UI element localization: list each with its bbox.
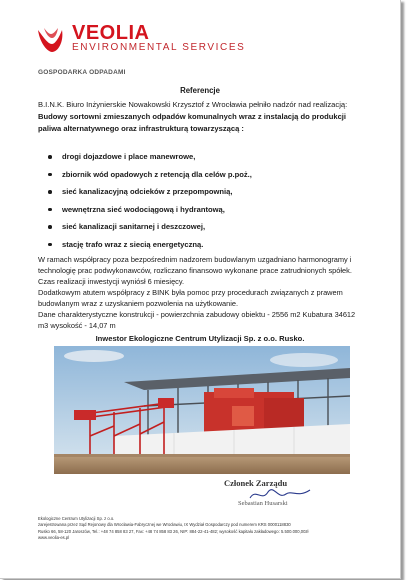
scope-list [46,148,252,254]
veolia-logo-icon [34,24,66,54]
footer-line: Rusko 66, 58-120 Jaroszów, Tel.: +48 74 858 83 27, Fax: +48 74 858 83 26, NIP: 884-22-41-482; wysokość kapitału zakładowego: 5.500.000,00zł [38,528,309,534]
bullet-icon [48,155,52,159]
paragraph-line: Czas realizacji inwestycji wyniósł 6 miesięcy. [38,277,185,286]
stamp-name: Sebastian Husarski [238,500,288,507]
scope-item: sieć kanalizacyjną odcieków z przepompownią, [46,183,252,201]
paragraph-line: budowlanym wraz z uzyskaniem pozwolenia na użytkowanie. [38,299,239,308]
logo-subtitle: ENVIRONMENTAL SERVICES [72,42,246,53]
company-logo [34,22,246,56]
letter-intro: B.I.N.K. Biuro Inżynierskie Nowakowski Krzysztof z Wrocławia pełniło nadzór nad realizacją: [38,100,348,109]
bullet-icon [48,208,52,212]
investor-line: Inwestor Ekologiczne Centrum Utylizacji Sp. z o.o. Rusko. [95,334,305,343]
scope-item: sieć kanalizacji sanitarnej i deszczowej, [46,218,252,236]
paragraph-line: W ramach współpracy poza bezpośrednim nadzorem budowlanym uzgadniano harmonogramy i [38,255,352,264]
stamp-title: Członek Zarządu [224,478,288,488]
letter-lead-line: paliwa alternatywnego oraz infrastrukturą towarzyszącą : [38,124,244,133]
footer-line: zarejestrowana przez Sąd Rejonowy dla Wrocławia-Fabrycznej we Wrocławiu, IX Wydział Gospodarczy pod numerem KRS 0000118830 [38,522,291,528]
paragraph-line: m3 wysokość - 14,07 m [38,321,116,330]
facility-photo [54,346,350,474]
scope-item: zbiornik wód opadowych z retencją dla celów p.poż., [46,166,252,184]
bullet-icon [48,173,52,177]
letter-title: Referencje [180,86,220,95]
paragraph-line: Dodatkowym atutem współpracy z BINK była pomoc przy procedurach związanych z prawem [38,288,343,297]
letter-lead-line: Budowy sortowni zmieszanych odpadów komunalnych wraz z instalacją do produkcji [38,112,347,121]
signature-stamp [220,478,330,510]
scope-item: drogi dojazdowe i place manewrowe, [46,148,252,166]
scope-item: wewnętrzna sieć wodociągową i hydrantową, [46,201,252,219]
bullet-icon [48,243,52,247]
company-footer [38,516,308,542]
footer-link[interactable]: www.veolia-es.pl [38,535,70,541]
paragraph-line: technologię prac podwykonawców, rozliczano finansowo wykonane prace zatrudnionych spółek. [38,266,352,275]
logo-wordmark: VEOLIA [72,22,150,44]
bullet-icon [48,190,52,194]
bullet-icon [48,225,52,229]
footer-line: Ekologiczne Centrum Utylizacji Sp. z o.o. [38,516,115,521]
scope-item: stację trafo wraz z siecią energetyczną. [46,236,252,254]
paragraph-line: Dane charakterystyczne konstrukcji - powierzchnia zabudowy obiektu - 2556 m2 Kubatura 34612 [38,310,356,319]
division-label: GOSPODARKA ODPADAMI [38,69,126,76]
